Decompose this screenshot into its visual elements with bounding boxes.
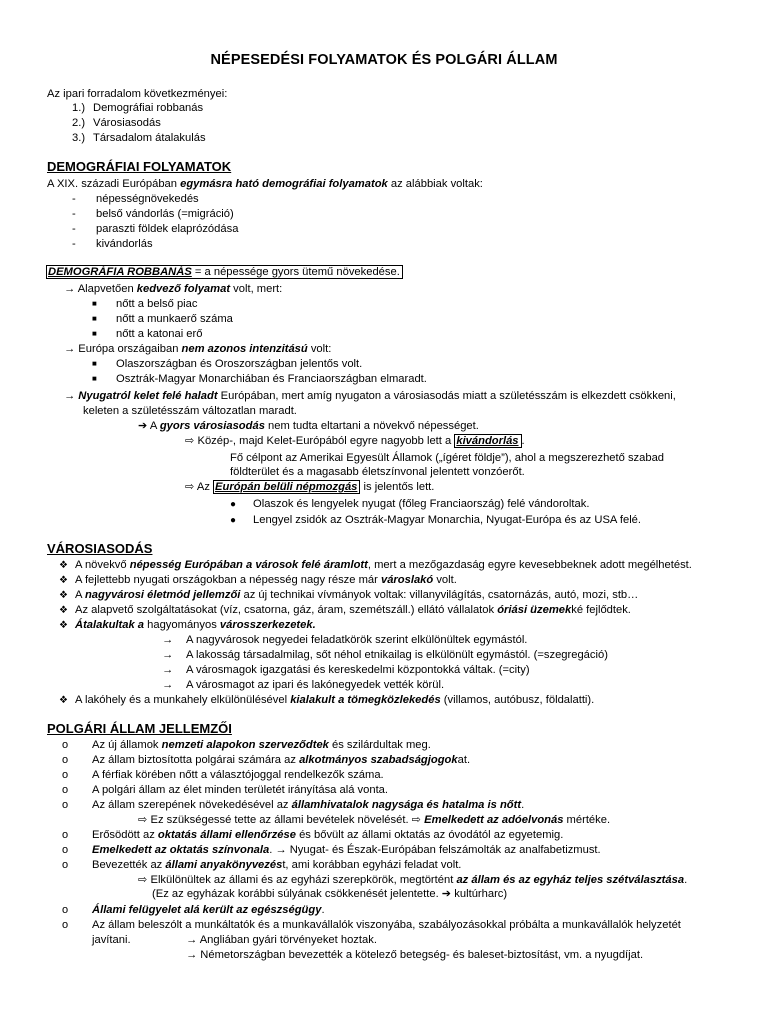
arrow-icon: → [186, 949, 198, 961]
definition-term: DEMOGRÁFIA ROBBANÁS [48, 266, 192, 278]
polgari-subline [152, 887, 507, 901]
hollow-arrow-icon: ⇨ [138, 874, 148, 886]
text: Bevezették az [92, 859, 166, 871]
text: . → Nyugat- és Észak-Európában felszámolták az analfabetizmust. [269, 844, 601, 856]
list-text: Olaszok és lengyelek nyugat (főleg Franciaország) felé vándoroltak. [253, 498, 590, 510]
definition-box [46, 265, 403, 279]
text: Az [196, 481, 214, 493]
emphasis: alkotmányos szabadságjogok [299, 754, 458, 766]
arrow-icon: → [162, 649, 174, 661]
emphasis: állami anyakönyvezés [165, 859, 283, 871]
text: (villamos, autóbusz, földalatti). [440, 694, 595, 706]
varos-item [59, 573, 457, 588]
arrow-icon: → [162, 679, 174, 691]
text: Erősödött az [92, 829, 158, 841]
circle-bullet-icon: o [62, 769, 69, 781]
emphasis: óriási üzemek [497, 604, 572, 616]
emphasis: kedvező folyamat [136, 283, 231, 295]
text: mértéke. [563, 814, 611, 826]
text: . [521, 799, 525, 811]
text: az alábbiak voltak: [387, 178, 483, 190]
demog-line-cont: földterület és a magasabb életszínvonal jelentett vonzóerőt. [230, 466, 525, 478]
list-text: nőtt a munkaerő száma [116, 313, 233, 325]
text: Európa országaiban [78, 343, 182, 355]
demog-intro [47, 177, 483, 191]
intro-num: 2.) [72, 117, 86, 129]
text: . [521, 435, 525, 447]
intro-num: 1.) [72, 102, 86, 114]
square-bullet-icon: ■ [92, 374, 97, 383]
list-text: népességnövekedés [96, 193, 199, 205]
list-item [230, 497, 590, 512]
varos-item [59, 603, 631, 618]
thick-arrow-icon: ➔ [138, 420, 148, 432]
demog-line [64, 342, 331, 356]
emphasis: egymásra ható demográfiai folyamatok [180, 178, 388, 190]
emphasis: városszerkezetek. [219, 619, 316, 631]
demog-line-cont: keleten a születésszám változatlan maradt. [83, 405, 297, 417]
text: és szilárdultak meg. [328, 739, 431, 751]
demog-line [64, 282, 282, 296]
emphasis: Emelkedett az adóelvonás [424, 814, 564, 826]
text: kultúrharc) [451, 888, 508, 900]
text: Németországban bevezették a kötelező betegség- és baleset-biztosítást, vm. a nyugdíjat. [200, 949, 644, 961]
list-text: nőtt a katonai erő [116, 328, 203, 340]
varos-item [59, 693, 595, 708]
text: A XIX. századi Európában [47, 178, 181, 190]
emphasis: nagyvárosi életmód jellemzői [84, 589, 241, 601]
emphasis: Állami felügyelet alá került az egészségügy [92, 904, 322, 916]
section-heading-varos: VÁROSIASODÁS [47, 541, 153, 556]
demog-line [185, 434, 525, 448]
text: , mert a mezőgazdaság egyre kevesebbeknek adott megélhetést. [367, 559, 692, 571]
text: Elkülönültek az állami és az egyházi szerepkörök, megtörtént [150, 874, 457, 886]
intro-text: Társadalom átalakulás [93, 132, 206, 144]
dash-bullet: - [72, 193, 76, 205]
circle-bullet-icon: o [62, 919, 69, 931]
list-text: A városmagot az ipari és lakónegyedek vették körül. [186, 679, 445, 691]
intro-num: 3.) [72, 132, 86, 144]
text: A fejlettebb nyugati országokban a népesség nagy része már [75, 574, 381, 586]
list-text: paraszti földek elaprózódása [96, 223, 239, 235]
text: nem tudta eltartani a növekvő népességet. [264, 420, 479, 432]
text: ké fejlődtek. [571, 604, 631, 616]
list-item [162, 648, 608, 662]
varos-item [59, 618, 316, 633]
varos-item [59, 588, 639, 603]
text: t, ami korábban egyházi feladat volt. [282, 859, 462, 871]
text: Európában, mert amíg nyugaton a városiasodás miatt a születésszám is elkezdett csökkeni, [217, 390, 676, 402]
text: Angliában gyári törvényeket hoztak. [199, 934, 377, 946]
circle-bullet-icon: o [62, 904, 69, 916]
page-title: NÉPESEDÉSI FOLYAMATOK ÉS POLGÁRI ÁLLAM [210, 52, 558, 68]
text: (Ez az egyházak korábbi súlyának csökkenését jelentette. [152, 888, 442, 900]
text: az új technikai vívmányok voltak: villanyvilágítás, csatornázás, autó, mozi, stb… [240, 589, 639, 601]
list-item [230, 513, 642, 528]
arrow-icon: → [162, 664, 174, 676]
emphasis: gyors városiasodás [159, 420, 265, 432]
text: A növekvő [75, 559, 130, 571]
dot-bullet-icon: ● [230, 499, 237, 510]
section-heading-demog: DEMOGRÁFIAI FOLYAMATOK [47, 159, 232, 174]
text: Ez szükségessé tette az állami bevételek növelését. [150, 814, 412, 826]
text: Az állam biztosította polgárai számára az [92, 754, 300, 766]
square-bullet-icon: ■ [92, 329, 97, 338]
text: Az állam beleszólt a munkáltatók és a munkavállalók viszonyába, szabályozásokkal próbálta a munkavállalók helyzetét [92, 919, 681, 931]
arrow-icon: → [186, 934, 198, 946]
list-item [92, 312, 233, 327]
square-bullet-icon: ■ [92, 314, 97, 323]
text: is jelentős lett. [360, 481, 435, 493]
text: Az állam szerepének növekedésével az [92, 799, 292, 811]
text: A [75, 589, 85, 601]
emphasis: kialakult a tömegközlekedés [290, 694, 441, 706]
diamond-bullet-icon: ❖ [59, 605, 68, 616]
dot-bullet-icon: ● [230, 515, 237, 526]
list-item [72, 237, 153, 251]
polgari-item [62, 858, 462, 872]
list-text: A városmagok igazgatási és kereskedelmi központokká váltak. (=city) [186, 664, 530, 676]
arrow-icon: → [64, 390, 76, 402]
list-item [92, 297, 198, 312]
list-text: kivándorlás [96, 238, 153, 250]
hollow-arrow-icon: ⇨ [185, 435, 195, 447]
emphasis: városlakó [380, 574, 434, 586]
list-item [92, 357, 363, 372]
diamond-bullet-icon: ❖ [59, 575, 68, 586]
text: Közép-, majd Kelet-Európából egyre nagyobb lett a [197, 435, 455, 447]
boxed-term: Európán belüli népmozgás [215, 481, 358, 493]
emphasis: az állam és az egyház teljes szétválasztása [456, 874, 685, 886]
list-text: Olaszországban és Oroszországban jelentős volt. [116, 358, 363, 370]
varos-item [59, 558, 692, 573]
demog-line [64, 389, 676, 403]
text: A polgári állam az élet minden területét irányítása alá vonta. [92, 784, 389, 796]
polgari-subline [138, 873, 687, 887]
diamond-bullet-icon: ❖ [59, 560, 68, 571]
text: A lakóhely és a munkahely elkülönülésével [75, 694, 291, 706]
list-item [92, 327, 203, 342]
intro-item [72, 131, 206, 145]
polgari-item [62, 738, 431, 752]
circle-bullet-icon: o [62, 754, 69, 766]
list-item [72, 192, 199, 206]
circle-bullet-icon: o [62, 739, 69, 751]
text: . [684, 874, 688, 886]
arrow-icon: → [64, 343, 76, 355]
demog-line [138, 419, 479, 433]
list-item [72, 222, 239, 236]
emphasis: nem azonos intenzitású [181, 343, 308, 355]
emphasis: államhivatalok nagysága és hatalma is nőtt [291, 799, 522, 811]
list-item [162, 663, 530, 677]
text: at. [457, 754, 471, 766]
text: volt, mert: [230, 283, 283, 295]
polgari-item [62, 843, 601, 857]
polgari-item [62, 768, 384, 782]
polgari-subline [186, 948, 643, 962]
list-item [92, 372, 427, 387]
intro-text: Városiasodás [93, 117, 161, 129]
circle-bullet-icon: o [62, 829, 69, 841]
text: Az új államok [92, 739, 162, 751]
text: . [321, 904, 325, 916]
text: volt. [433, 574, 457, 586]
polgari-item [62, 783, 389, 797]
intro-item [72, 101, 204, 115]
text: A [149, 420, 160, 432]
emphasis: nemzeti alapokon szerveződtek [161, 739, 329, 751]
boxed-term: kivándorlás [456, 435, 519, 447]
list-text: nőtt a belső piac [116, 298, 198, 310]
polgari-subline [138, 813, 610, 827]
diamond-bullet-icon: ❖ [59, 590, 68, 601]
demog-line [185, 480, 434, 494]
diamond-bullet-icon: ❖ [59, 695, 68, 706]
dash-bullet: - [72, 223, 76, 235]
circle-bullet-icon: o [62, 784, 69, 796]
dash-bullet: - [72, 238, 76, 250]
text: hagyományos [144, 619, 220, 631]
arrow-icon: → [64, 283, 76, 295]
polgari-item [62, 918, 681, 932]
hollow-arrow-icon: ⇨ [185, 481, 195, 493]
demog-line-cont: Fő célpont az Amerikai Egyesült Államok („ígéret földje”), ahol a megszerezhető szabad [230, 452, 665, 464]
circle-bullet-icon: o [62, 799, 69, 811]
circle-bullet-icon: o [62, 859, 69, 871]
emphasis: Nyugatról kelet felé haladt [78, 390, 218, 402]
list-text: Osztrák-Magyar Monarchiában és Franciaországban elmaradt. [116, 373, 427, 385]
text: Az alapvető szolgáltatásokat (víz, csatorna, gáz, áram, szemétszáll.) ellátó vállalatok [75, 604, 498, 616]
list-text: A nagyvárosok negyedei feladatkörök szerint elkülönültek egymástól. [186, 634, 528, 646]
thick-arrow-icon: ➔ [441, 888, 452, 900]
dash-bullet: - [72, 208, 76, 220]
text: Alapvetően [77, 283, 137, 295]
list-item [162, 633, 528, 647]
text: és bővült az állami oktatás az óvodától az egyetemig. [295, 829, 564, 841]
square-bullet-icon: ■ [92, 359, 97, 368]
text: javítani. [92, 934, 131, 946]
circle-bullet-icon: o [62, 844, 69, 856]
diamond-bullet-icon: ❖ [59, 620, 68, 631]
section-heading-polgari: POLGÁRI ÁLLAM JELLEMZŐI [47, 721, 232, 736]
hollow-arrow-icon: ⇨ [138, 814, 148, 826]
polgari-item [62, 903, 325, 917]
definition-text: = a népessége gyors ütemű növekedése. [191, 266, 400, 278]
list-text: A lakosság társadalmilag, sőt néhol etnikailag is elkülönült egymástól. (=szegregáció) [186, 649, 608, 661]
text: volt: [307, 343, 332, 355]
text: A férfiak körében nőtt a választójoggal rendelkezők száma. [92, 769, 384, 781]
list-item [162, 678, 445, 692]
polgari-subline [92, 933, 377, 947]
emphasis: Emelkedett az oktatás színvonala [92, 844, 270, 856]
square-bullet-icon: ■ [92, 299, 97, 308]
intro-lead: Az ipari forradalom következményei: [47, 88, 228, 100]
list-text: belső vándorlás (=migráció) [96, 208, 234, 220]
polgari-item [62, 753, 471, 767]
emphasis: népesség Európában a városok felé áramlott [129, 559, 368, 571]
polgari-item [62, 828, 564, 842]
list-item [72, 207, 234, 221]
emphasis: Átalakultak a [75, 619, 145, 631]
intro-text: Demográfiai robbanás [93, 102, 204, 114]
intro-item [72, 116, 161, 130]
list-text: Lengyel zsidók az Osztrák-Magyar Monarchia, Nyugat-Európa és az USA felé. [253, 514, 642, 526]
emphasis: oktatás állami ellenőrzése [157, 829, 296, 841]
polgari-item [62, 798, 525, 812]
hollow-arrow-icon: ⇨ [411, 814, 422, 826]
arrow-icon: → [162, 634, 174, 646]
